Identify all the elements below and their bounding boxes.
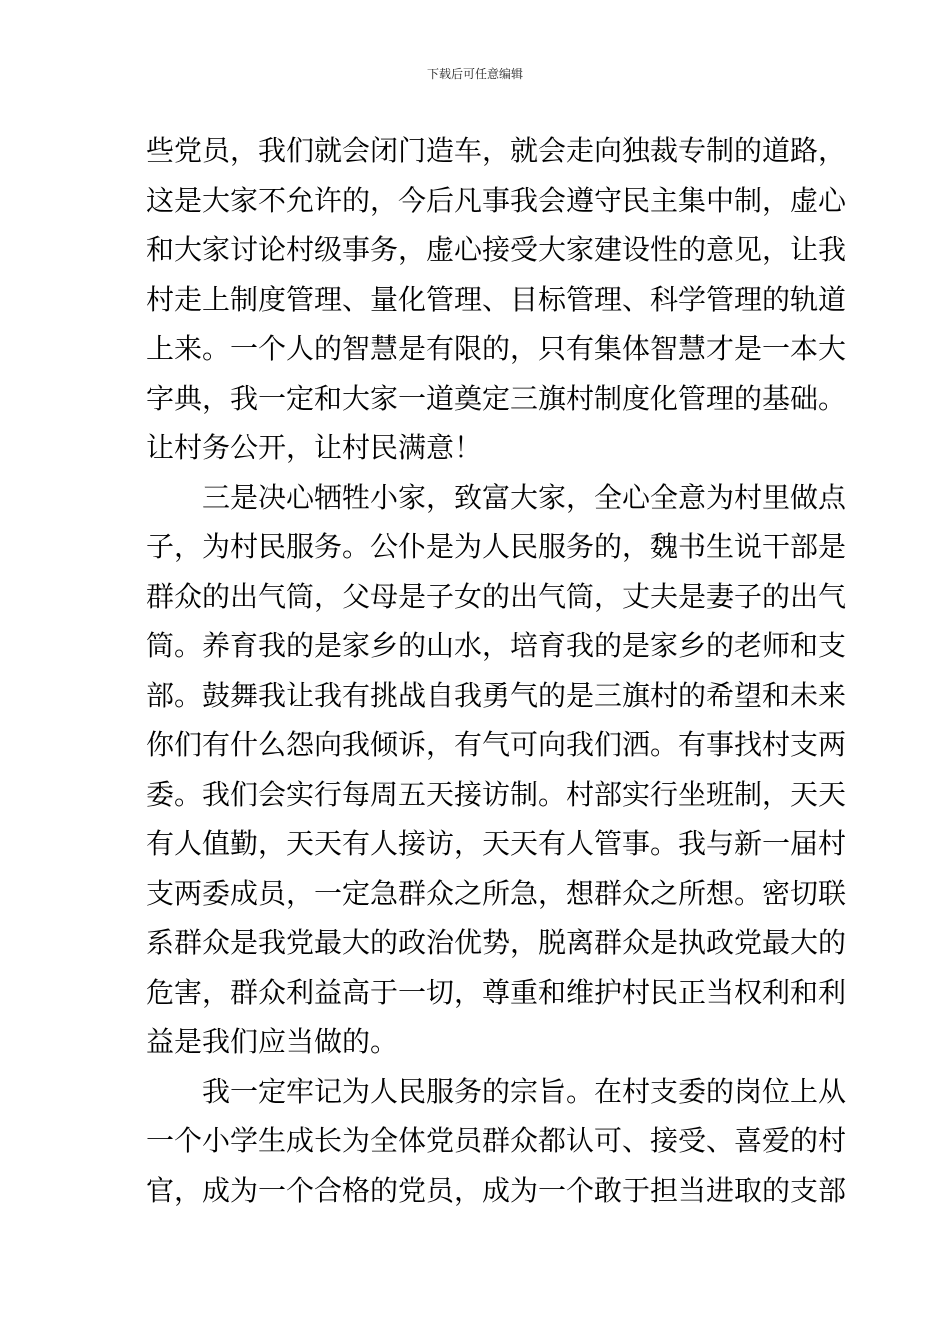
text-line: 和大家讨论村级事务，虚心接受大家建设性的意见，让我 <box>146 233 847 266</box>
text-line: 有人值勤，天天有人接访，天天有人管事。我与新一届村 <box>146 827 847 860</box>
paragraph-3 <box>146 1067 847 1216</box>
text-line: 我一定牢记为人民服务的宗旨。在村支委的岗位上从 <box>202 1074 847 1108</box>
document-body <box>146 126 847 1215</box>
text-line: 群众的出气筒，父母是子女的出气筒，丈夫是妻子的出气 <box>146 579 847 613</box>
text-line: 危害，群众利益高于一切，尊重和维护村民正当权利和利 <box>146 975 847 1009</box>
text-line: 让村务公开，让村民满意！ <box>146 431 483 464</box>
text-line: 委。我们会实行每周五天接访制。村部实行坐班制，天天 <box>146 777 847 811</box>
text-line: 子，为村民服务。公仆是为人民服务的，魏书生说干部是 <box>146 530 847 563</box>
text-line: 官，成为一个合格的党员，成为一个敢于担当进取的支部 <box>146 1173 847 1207</box>
text-line: 这是大家不允许的，今后凡事我会遵守民主集中制，虚心 <box>146 183 847 217</box>
paragraph-1 <box>146 126 847 473</box>
text-line: 一个小学生成长为全体党员群众都认可、接受、喜爱的村 <box>146 1124 847 1157</box>
text-line: 部。鼓舞我让我有挑战自我勇气的是三旗村的希望和未来 <box>146 678 847 712</box>
text-line: 益是我们应当做的。 <box>146 1025 399 1058</box>
text-line: 三是决心牺牲小家，致富大家，全心全意为村里做点 <box>202 480 847 514</box>
text-line: 村走上制度管理、量化管理、目标管理、科学管理的轨道 <box>146 282 847 316</box>
page-header: 下载后可任意编辑 <box>426 67 523 81</box>
text-line: 筒。养育我的是家乡的山水，培育我的是家乡的老师和支 <box>146 629 847 662</box>
text-line: 支两委成员，一定急群众之所急，想群众之所想。密切联 <box>146 876 847 910</box>
text-line: 些党员，我们就会闭门造车，就会走向独裁专制的道路， <box>146 134 847 167</box>
text-line: 上来。一个人的智慧是有限的，只有集体智慧才是一本大 <box>146 332 847 365</box>
text-line: 你们有什么怨向我倾诉，有气可向我们洒。有事找村支两 <box>146 728 847 761</box>
text-line: 字典，我一定和大家一道奠定三旗村制度化管理的基础。 <box>146 381 847 415</box>
text-line: 系群众是我党最大的政治优势，脱离群众是执政党最大的 <box>146 926 847 959</box>
paragraph-2 <box>146 473 847 1067</box>
